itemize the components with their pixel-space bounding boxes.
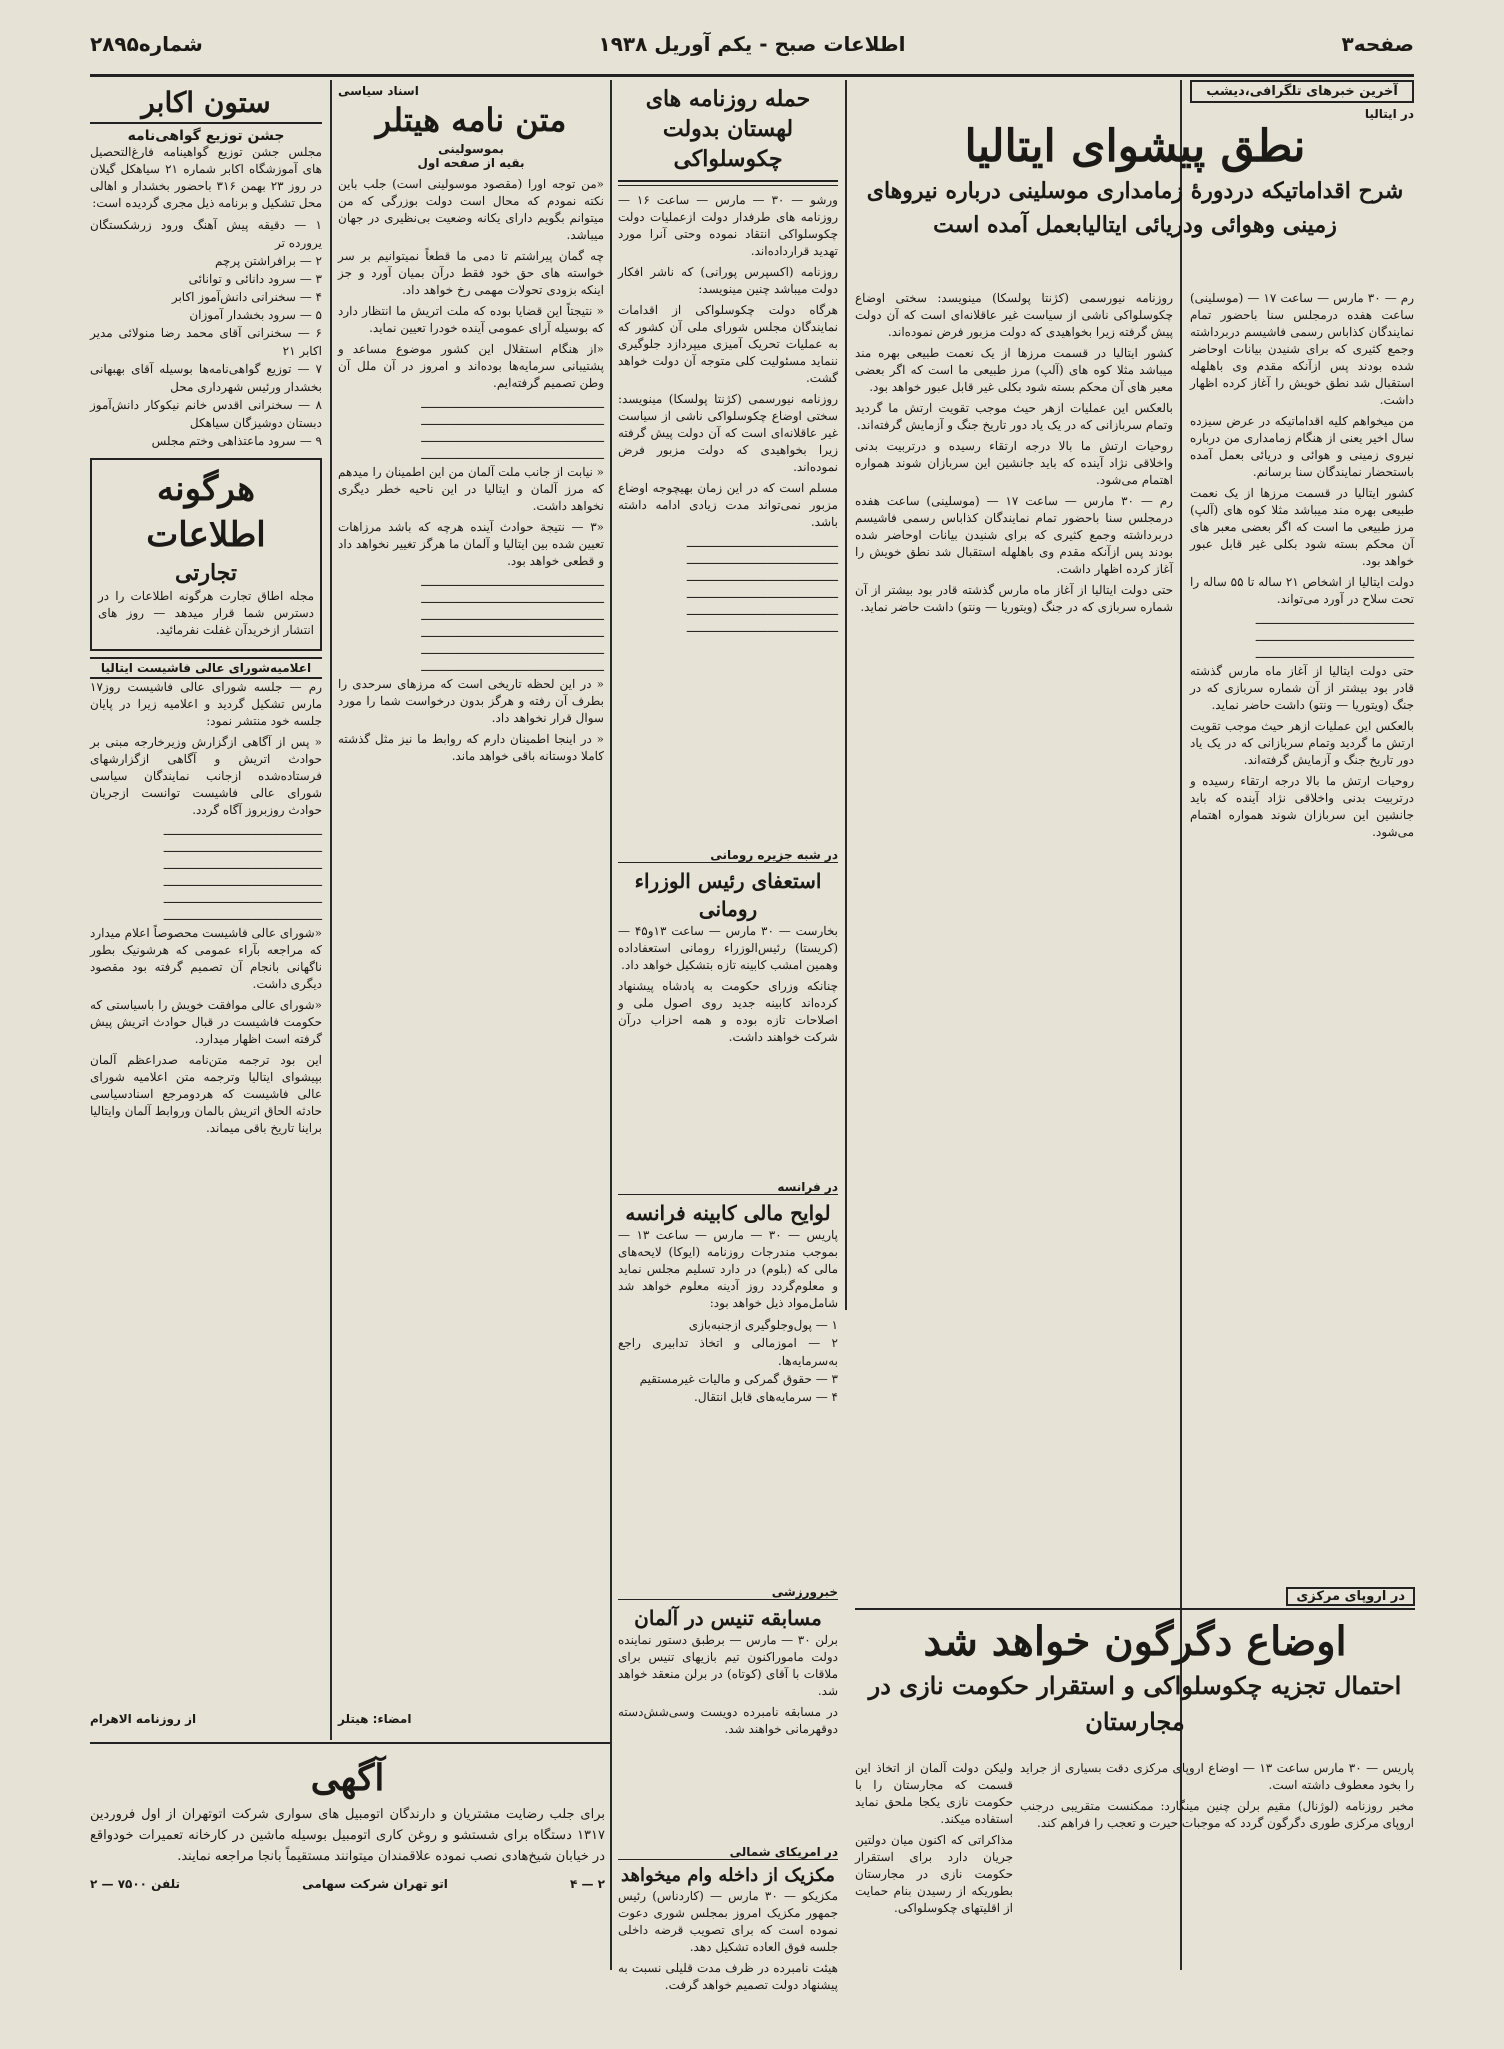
- paragraph: مسلم است که در این زمان بهیچوجه اوضاع مزبور نمی‌تواند مدت زیادی ادامه داشته باشد.: [618, 481, 838, 529]
- source-label: از روزنامه الاهرام: [90, 1712, 197, 1726]
- list-item: ۲ — اموزمالی و اتخاذ تدابیری راجع به‌سرمایه‌ها.: [618, 1336, 838, 1368]
- headline-adult-column: ستون اکابر: [90, 84, 322, 124]
- masthead: [90, 18, 1414, 68]
- section-tag-france: در فرانسه: [618, 1180, 838, 1195]
- paragraph: رم — ۳۰ مارس — ساعت ۱۷ — (موسلینی) ساعت هفده درمجلس سنا باحضور تمام نمایندگان کذاباس رسمی فاشیسم دربرداشته وجمع کثیری که برای شنیدن بیانات اوحاضر شده بودند پس ازآنکه مقدم وی باهلهله استقبال شد نطق خویش را آغاز کرده اظهار داشت.: [855, 494, 1173, 576]
- italy-headline-block: [855, 120, 1415, 242]
- paragraph: « پس از آگاهی ازگزارش وزیرخارجه مبنی بر حوادث اتریش و آگاهی ازگزارشهای فرستاده‌شده ازجانب نمایندگان سیاسی شورای عالی فاشیست توانست ازجریان حوادث روزبروز آگاه گردد.: [90, 735, 322, 817]
- ad-body: برای جلب رضایت مشتریان و دارندگان اتومبیل های سواری شرکت اتوتهران از اول فروردین ۱۳۱۷ دستگاه برای شستشو و روغن کاری اتومبیل بوسیله ماشین در کارخانه تعمیرات خودواقع در خیابان شیخ‌هادی نصب نموده علاقمندان میتوانند مستقیماً بانجا مراجعه نمایند.: [90, 1807, 605, 1864]
- masthead-rule: [90, 74, 1414, 77]
- text-filler: ـــــــــــــــــــــــــــــــــــــــــــ ـــــــــــــــــــــــــــــــــــــــــــ ـــــــــــــــــــــــــــــــــــــــــــ ـــــــــــــــــــــــــــــــــــــــــــ ـــــــــــــــــــــــــــــــــــــــــــ ـــــــــــــــــــــــــــــــــــــــــــ: [686, 536, 838, 635]
- paragraph: «من توجه اورا (مقصود موسولینی است) جلب باین نکته نمودم که محال است دولت بوزرگی که من میتوانم بگویم دارای یکانه وضعیت بی‌نظیری در جهان میباشد.: [338, 177, 604, 242]
- paragraph: مجلس جشن توزیع گواهینامه فارغ‌التحصیل های آموزشگاه اکابر شماره ۲۱ سیاهکل گیلان در روز ۲۳ بهمن ۳۱۶ باحضور بخشدار و اهالی محل تشکیل و برنامه ذیل مجری گردیده است:: [90, 145, 323, 210]
- column-poland: [618, 84, 838, 1964]
- paragraph: کشور ایتالیا در قسمت مرزها از یک نعمت طبیعی بهره مند میباشد مثلا کوه های (آلپ) مرز طبیعی ما است که اگر بعضی معبر های آن محکم بسته شود بکلی غیر قابل عبور خواهد بود.: [1190, 486, 1414, 568]
- list-item: ۴ — سرمایه‌های قابل انتقال.: [694, 1390, 838, 1404]
- text-filler: ـــــــــــــــــــــــــــــــــــــــــــــ ـــــــــــــــــــــــــــــــــــــــــــــ ـــــــــــــــــــــــــــــــــــــــــــــ ـــــــــــــــــــــــــــــــــــــــــــــ ـــــــــــــــــــــــــــــــــــــــــــــ ـــــــــــــــــــــــــــــــــــــــــــــ: [163, 824, 322, 923]
- kicker-label: آخرین خبرهای تلگرافی،دیشب: [1206, 84, 1398, 99]
- paragraph: «۳ — نتیجة حوادث آینده هرچه که باشد مرزاهات تعیین شده بین ایتالیا و آلمان ما هرگز تغییر نخواهد داد و قطعی خواهد بود.: [338, 520, 604, 568]
- paragraph: «شورای عالی فاشیست محصوصاً اعلام میدارد که مراجعه بآراء عمومی که هرشونیک بطور ناگهانی بانجام آن تصمیم گرفته بود مقصود دیگری داشت.: [90, 926, 322, 991]
- headline-tennis: مسابقه تنیس در آلمان: [634, 1606, 822, 1630]
- paragraph: روزنامه نیورسمی (کژنتا پولسکا) مینویسد: سختی اوضاع چکوسلواکی ناشی از سیاست غیر عاقلانه‌ای است که آن دولت پیش گرفته زیرا بخواهیدی که دولت مزبور فرض نموده‌اند.: [855, 291, 1173, 339]
- ad-title: آگهی: [310, 1757, 385, 1799]
- paragraph: پاریس — ۳۰ مارس ساعت ۱۳ — اوضاع اروپای مرکزی دقت بسیاری از جراید را بخود معطوف داشته است.: [1020, 1761, 1415, 1792]
- paragraph: حتی دولت ایتالیا از آغاز ماه مارس گذشته قادر بود بیشتر از آن شماره سربازی که در جنگ (ویتوریا — ونتو) داشت حاضر نماید.: [1190, 664, 1414, 712]
- central-europe-body-col2: [855, 1760, 1013, 1960]
- section-tag-romania: در شبه جزیره رومانی: [618, 848, 838, 863]
- subhead-to-mussolini: بموسولینی: [438, 142, 504, 156]
- text-filler: ـــــــــــــــــــــــــــــــــــــــــــــ ـــــــــــــــــــــــــــــــــــــــــــــ ـــــــــــــــــــــــــــــــــــــــــــــ: [1255, 613, 1414, 661]
- paragraph: بخارست — ۳۰ مارس — ساعت ۱۳و۴۵ — (کریستا) رئیس‌الوزراء رومانی استعفاداده وهمین امشب کابینه تازه بتشکیل خواهد داد.: [618, 924, 838, 972]
- column-rule: [610, 80, 612, 1970]
- column-rule: [845, 80, 847, 1310]
- list-item: ۸ — سخنرانی اقدس خانم نیکوکار دانش‌آموز دبستان دوشیزگان سیاهکل: [90, 398, 322, 430]
- headline-mexico: مکزیک از داخله وام میخواهد: [621, 1865, 835, 1886]
- headline-france: لوایح مالی کابینه فرانسه: [625, 1201, 831, 1225]
- paragraph: هیئت نامبرده در ظرف مدت قلیلی نسبت به پیشنهاد دولت تصمیم خواهد گرفت.: [618, 1961, 838, 1992]
- paragraph: چه گمان پیراشتم تا دمی ما قطعاً نمیتوانیم بر سر خواسته های حق خود فقط درآن بمیان آورد و جز اینکه بزودی تحولات مهمی رخ خواهد داد.: [338, 249, 604, 297]
- kicker-box: [1190, 80, 1414, 103]
- paragraph: « در این لحظه تاریخی است که مرزهای سرحدی را بطرف آن رفته و هرگز بدون درخواست شما را مورد سوال قرار نخواهد داد.: [338, 677, 604, 725]
- list-item: ۲ — برافراشتن پرچم: [214, 254, 322, 268]
- paragraph: روزنامه (اکسپرس پورانی) که ناشر افکار دولت میباشد چنین مینویسد:: [618, 265, 838, 296]
- list-item: ۳ — حقوق گمرکی و مالیات غیرمستقیم: [639, 1372, 838, 1386]
- list-item: ۹ — سرود ماعتذاهی وختم مجلس: [151, 434, 322, 448]
- commerce-box-subtitle: تجارتی: [174, 560, 238, 586]
- date-title: اطلاعات صبح - یکم آوریل ۱۹۳۸: [598, 32, 906, 56]
- italy-body-col2: [855, 290, 1173, 1310]
- list-item: ۶ — سخنرانی آقای محمد رضا منولائی مدیر اکابر ۲۱: [90, 326, 322, 358]
- list-item: ۱ — دقیقه پیش آهنگ ورود زرشکستگان یرورده تر: [90, 218, 322, 250]
- paragraph: حتی دولت ایتالیا از آغاز ماه مارس گذشته قادر بود بیشتر از آن شماره سربازی که در جنگ (ویتوریا — ونتو) داشت حاضر نماید.: [855, 583, 1173, 614]
- list-item: ۷ — توزیع گواهی‌نامه‌ها بوسیله آقای بهبهانی بخشدار ورئیس شهرداری محل: [90, 362, 322, 394]
- headline-italy: نطق پیشوای ایتالیا: [964, 121, 1306, 172]
- italy-body-col1: [1190, 290, 1414, 1610]
- subhead-italy: شرح اقداماتیکه دردورهٔ زمامداری موسلینی درباره نیروهای زمینی وهوائی ودریائی ایتالیابعمل آمده است: [866, 178, 1404, 238]
- paragraph: چنانکه وزرای حکومت به پادشاه پیشنهاد کرده‌اند کابینه جدید روی اصول ملی و اصلاحات تازه بوده و همه احزاب درآن شرکت خواهند داشت.: [618, 979, 838, 1044]
- commerce-box-title: هرگونه اطلاعات: [146, 469, 266, 555]
- central-europe-body-col1: [1020, 1760, 1414, 1960]
- item2-title: اعلامیه‌شورای عالی فاشیست ایتالیا: [90, 657, 322, 679]
- paragraph: بالعکس این عملیات ازهر حیث موجب تقویت ارتش ما گردید وتمام سربازانی که در یک یاد دور تاریخ جنگ و آزمایش گرفته‌اند.: [855, 401, 1173, 432]
- section-tag-central-europe: در اروپای مرکزی: [1286, 1587, 1415, 1606]
- paragraph: مخبر روزنامه (لوژنال) مقیم برلن چنین مینگارد: ممکنست متقریبی درجنب اروپای مرکزی طوری دگرگون گردد که موجبات حیرت و تعجب را فراهم کند.: [1020, 1799, 1414, 1830]
- page-label: صفحه۳: [1341, 32, 1414, 56]
- paragraph: بالعکس این عملیات ازهر حیث موجب تقویت ارتش ما گردید وتمام سربازانی که در یک یاد دور تاریخ جنگ و آزمایش گرفته‌اند.: [1190, 719, 1414, 767]
- paragraph: کشور ایتالیا در قسمت مرزها از یک نعمت طبیعی بهره مند میباشد مثلا کوه های (آلپ) مرز طبیعی ما است که اگر بعضی معبر های آن محکم بسته شود بکلی غیر قابل عبور خواهد بود.: [855, 346, 1173, 394]
- divider: [618, 180, 838, 186]
- paragraph: « در اینجا اطمینان دارم که روابط ما نیز مثل گذشته کاملا دوستانه باقی خواهد ماند.: [338, 732, 604, 763]
- paragraph: ورشو — ۳۰ — مارس — ساعت ۱۶ — روزنامه های طرفدار دولت ازعملیات دولت چکوسلواکی انتقاد نموده وحتی آنرا مورد تهدید قرارداده‌اند.: [618, 193, 838, 258]
- list-item: ۴ — سخنرانی دانش‌آموز اکابر: [171, 290, 322, 304]
- ad-company: اتو تهران شرکت سهامی: [302, 1877, 448, 1891]
- region-tag: در ایتالیا: [1364, 107, 1414, 121]
- paragraph: دولت ایتالیا از اشخاص ۲۱ ساله تا ۵۵ ساله را تحت سلاح در آورد می‌تواند.: [1190, 575, 1414, 606]
- list-item: ۳ — سرود دانائی و توانائی: [188, 272, 322, 286]
- section-tag-north-america: در امریکای شمالی: [618, 1845, 838, 1860]
- text-filler: ــــــــــــــــــــــــــــــــــــــــــــــــــــ ــــــــــــــــــــــــــــــــــــــــــــــــــــ ــــــــــــــــــــــــــــــــــــــــــــــــــــ ــــــــــــــــــــــــــــــــــــــــــــــــــــ ــــــــــــــــــــــــــــــــــــــــــــــــــــ ــــــــــــــــــــــــــــــــــــــــــــــــــــ: [421, 575, 604, 674]
- paragraph: ولیکن دولت آلمان از اتخاذ این قسمت که مجارستان را با حکومت نازی یکجا ملحق نماید استفاده میکند.: [855, 1761, 1013, 1826]
- list-item: ۱ — پول‌وجلوگیری ازجنبه‌بازی: [688, 1318, 838, 1332]
- section-rule: [855, 1585, 1415, 1610]
- headline-hitler-letter: متن نامه هیتلر: [375, 101, 567, 139]
- paragraph: « نتیجتاً این قضایا بوده که ملت اتریش ما انتظار دارد که بوسیله آرای عمومی آینده خودرا تعیین نماید.: [338, 304, 604, 335]
- central-europe-block: [855, 1585, 1415, 1740]
- item1-title: جشن توزیع گواهی‌نامه: [127, 128, 285, 144]
- issue-label: شماره۲۸۹۵: [90, 32, 203, 56]
- paragraph: روحیات ارتش ما بالا درجه ارتقاء رسیده و درتربیت بدنی واخلاقی نژاد آینده که باید جانشین این سربازان شوند همواره اهتمام می‌شود.: [855, 439, 1173, 487]
- paragraph: هرگاه دولت چکوسلواکی از اقدامات نمایندگان مجلس شورای ملی آن کشور که به عملیات تحریک آمیزی میپردازد جلوگیری ننماید مسئولیت کلی متوجه آن دولت خواهد گشت.: [618, 303, 838, 385]
- ad-phone: تلفن ۷۵۰۰ — ۲: [90, 1877, 181, 1891]
- paragraph: مجله اطاق تجارت هرگونه اطلاعات را در دسترس شما قرار میدهد — روز های انتشار ازخریدآن غفلت نفرمائید.: [98, 589, 314, 637]
- continued-label: بقیه از صفحه اول: [417, 156, 525, 170]
- paragraph: «شورای عالی موافقت خویش را باسیاستی که حکومت فاشیست در قبال حوادث اتریش پیش گرفته است اظهار میدارد.: [90, 998, 322, 1046]
- paragraph: روزنامه نیورسمی (کژنتا پولسکا) مینویسد: سختی اوضاع چکوسلواکی ناشی از سیاست غیر عاقلانه‌ای است که آن دولت پیش گرفته زیرا بخواهیدی که دولت مزبور فرض نموده‌اند.: [618, 392, 838, 474]
- paragraph: مکزیکو — ۳۰ مارس — (کاردناس) رئیس جمهور مکزیک امروز بمجلس شوری دعوت نموده است که برای تصویب قرضه داخلی جلسه فوق العاده تشکیل دهد.: [618, 1889, 838, 1954]
- headline-romania: استعفای رئیس الوزراء رومانی: [634, 869, 822, 921]
- paragraph: این بود ترجمه متن‌نامه صدراعظم آلمان بپیشوای ایتالیا وترجمه متن اعلامیه شورای عالی فاشیست که هردومرجع اسنادسیاسی حادثه الحاق اتریش بالمان وروابط آلمان وایتالیا براینا تاریخ باقی میماند.: [90, 1053, 322, 1135]
- list-item: ۵ — سرود بخشدار آموزان: [189, 308, 322, 322]
- paragraph: مذاکراتی که اکنون میان دولتین جریان دارد برای استقرار حکومت نازی در مجارستان بطوریکه از رسیدن بنام حمایت از اقلیتهای چکوسلواکی.: [855, 1833, 1013, 1915]
- subhead-central-europe: احتمال تجزیه چکوسلواکی و استقرار حکومت نازی در مجارستان: [868, 1671, 1402, 1736]
- ad-code: ۲ — ۴: [569, 1877, 605, 1891]
- paragraph: رم — ۳۰ مارس — ساعت ۱۷ — (موسلینی) ساعت هفده درمجلس سنا باحضور تمام نمایندگان کذاباس رسمی فاشیسم دربرداشته وجمع کثیری که برای شنیدن بیانات اوحاضر شده بودند پس ازآنکه مقدم وی باهلهله استقبال شد نطق خویش را آغاز کرده اظهار داشت.: [1190, 291, 1414, 407]
- paragraph: برلن ۳۰ — مارس — برطبق دستور نماینده دولت ماموراکنون تیم بازیهای تنیس برای ملاقات با آقای (کوتاه) در برلن منعقد خواهد شد.: [618, 1633, 838, 1698]
- paragraph: من میخواهم کلیه اقداماتیکه در عرض سیزده سال اخیر یعنی از هنگام زمامداری من درباره نیروی زمینی و هوائی و دریائی بعمل آمده باستحضار نمایندگان سنا برسانم.: [1190, 414, 1414, 479]
- section-tag-sport: خبرورزشی: [618, 1585, 838, 1600]
- paragraph: « نیابت از جانب ملت آلمان من این اطمینان را میدهم که مرز آلمان و ایتالیا در این ناحیه خطر دیگری نخواهد داشت.: [338, 465, 604, 513]
- signature: امضاء: هیتلر: [338, 1712, 412, 1726]
- text-filler: ــــــــــــــــــــــــــــــــــــــــــــــــــــ ــــــــــــــــــــــــــــــــــــــــــــــــــــ ــــــــــــــــــــــــــــــــــــــــــــــــــــ ــــــــــــــــــــــــــــــــــــــــــــــــــــ: [421, 397, 604, 462]
- kicker-political: اسناد سیاسی: [338, 84, 419, 98]
- headline-poland: حمله روزنامه های لهستان بدولت چکوسلواکی: [645, 86, 811, 172]
- paragraph: در مسابقه نامبرده دویست وسی‌شش‌دسته دوقهرمانی خواهند شد.: [618, 1705, 838, 1736]
- headline-central-europe: اوضاع دگرگون خواهد شد: [923, 1618, 1347, 1665]
- paragraph: رم — جلسه شورای عالی فاشیست روز۱۷ مارس تشکیل گردید و اعلامیه زیرا در پایان جلسه خود منتشر نمود:: [90, 680, 322, 728]
- paragraph: پاریس — ۳۰ — مارس — ساعت ۱۳ — بموجب مندرجات روزنامه (ایوکا) لایحه‌های مالی که (بلوم) در دارد تسلیم مجلس نماید و معلوم‌گردد روز آدینه معلوم خواهد شد شامل‌مواد ذیل خواهد بود:: [618, 1228, 838, 1310]
- column-rule: [330, 80, 332, 1740]
- paragraph: روحیات ارتش ما بالا درجه ارتقاء رسیده و درتربیت بدنی واخلاقی نژاد آینده که باید جانشین این سربازان شوند همواره اهتمام می‌شود.: [1190, 774, 1414, 839]
- paragraph: «از هنگام استقلال این کشور موضوع مساعد و پشتیبانی سرمایه‌ها بوده‌اند و امروز در آن ملل آن وطن تصمیم گرفته‌ایم.: [338, 342, 604, 390]
